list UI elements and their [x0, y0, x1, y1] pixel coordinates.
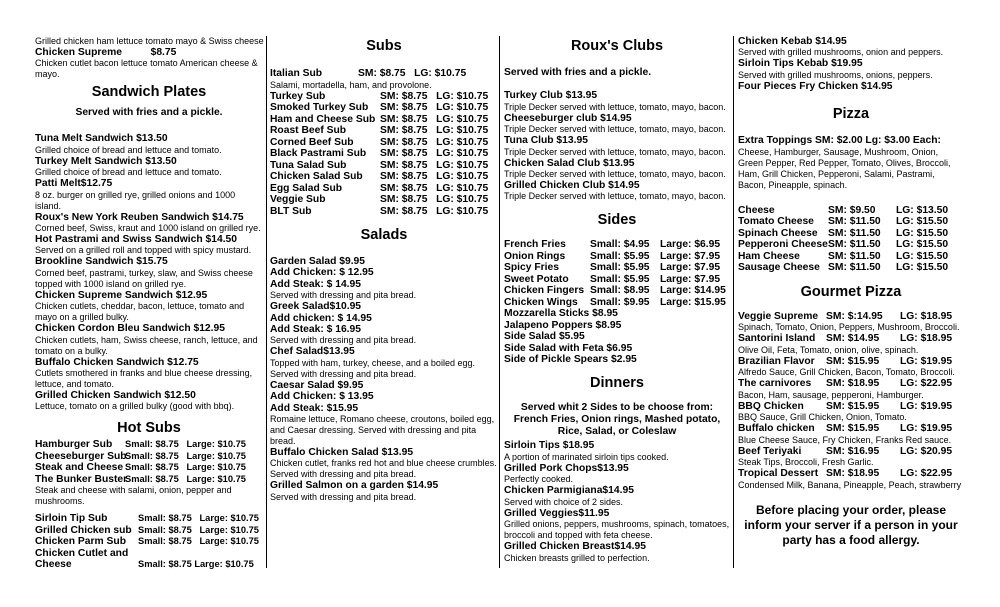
pizza-row: [738, 216, 964, 228]
gourmet-row: [738, 401, 964, 413]
kebab-name: Chicken Kebab $14.95: [738, 36, 847, 47]
salads-title: Salads: [360, 227, 408, 243]
pizza-sm: SM: $11.50: [828, 250, 881, 262]
sandwich-name: Tuna Melt Sandwich $13.50: [35, 133, 168, 145]
pizza-name: Sausage Cheese: [738, 262, 820, 274]
pizza-list: [738, 205, 964, 274]
sub-name: Corned Beef Sub: [270, 136, 354, 148]
sub-name: BLT Sub: [270, 205, 312, 217]
kebab-desc: Served with grilled mushrooms, onions, peppers.: [738, 69, 933, 80]
side-small: Small: $8.95: [590, 285, 650, 297]
hot-sub-row: [35, 439, 263, 451]
gourmet-lg: LG: $19.95: [900, 423, 953, 435]
side-name: Chicken Wings: [504, 296, 578, 308]
hot-sub-name: Steak and Cheese: [35, 462, 124, 474]
chicken-cutlet-name-2: Cheese: [35, 559, 72, 571]
sandwich-plates-title: Sandwich Plates: [91, 84, 207, 101]
club-name: Cheeseburger club $14.95: [504, 112, 632, 124]
extra-toppings-heading: Extra Toppings SM: $2.00 Lg: $3.00 Each:: [738, 135, 941, 147]
side-row: [504, 239, 730, 251]
sandwich-desc: Corned beef, pastrami, turkey, slaw, and Swiss cheese topped with 1000 island on grilled rye.: [35, 267, 253, 289]
side-small: Small: $4.95: [590, 239, 650, 251]
side-row: [504, 262, 730, 274]
bunker-buster-desc: Steak and cheese with salami, onion, pepper and mushrooms.: [35, 485, 232, 507]
carryover-desc: Chicken cutlet bacon lettuce tomato American cheese & mayo.: [35, 58, 258, 80]
gourmet-name: Tropical Dessert: [738, 468, 819, 480]
side-item: Side Salad with Feta $6.95: [504, 342, 633, 354]
hot-sub-row: [35, 536, 263, 548]
hot-sub-prices: Small: $8.75 Large: $10.75: [138, 524, 259, 535]
hot-subs-list-2: [35, 513, 263, 548]
gourmet-name: BBQ Chicken: [738, 400, 804, 412]
gourmet-lg: LG: $22.95: [900, 378, 953, 390]
sandwich-desc: Cutlets smothered in franks and blue cheese dressing, lettuce, and tomato.: [35, 368, 253, 390]
hot-sub-row: [35, 451, 263, 463]
kebab-list: [738, 36, 964, 92]
carryover-desc: Grilled chicken ham lettuce tomato mayo & Swiss cheese: [35, 36, 264, 46]
salad-item: Caesar Salad $9.95: [270, 379, 364, 391]
sides-list: [504, 239, 730, 308]
hot-subs-title: Hot Subs: [117, 420, 181, 437]
gourmet-desc: Blue Cheese Sauce, Fry Chicken, Franks Red sauce.: [738, 434, 952, 445]
side-name: Sweet Potato: [504, 273, 569, 285]
salad-desc: Served with dressing and pita bread.: [270, 491, 417, 502]
pizza-lg: LG: $15.50: [896, 262, 949, 274]
side-large: Large: $6.95: [660, 239, 721, 251]
gourmet-sm: SM: $16.95: [826, 445, 880, 457]
sub-name: Tuna Salad Sub: [270, 159, 347, 171]
carryover-item-name: Chicken Supreme $8.75: [35, 47, 177, 58]
club-desc: Triple Decker served with lettuce, tomato, mayo, bacon.: [504, 191, 726, 202]
sub-prices: SM: $8.75 LG: $10.75: [380, 90, 489, 102]
pizza-lg: LG: $13.50: [896, 204, 949, 216]
top-carryover: [35, 36, 263, 80]
sub-row: [270, 125, 498, 137]
sub-prices: SM: $8.75 LG: $10.75: [380, 182, 489, 194]
gourmet-desc: Condensed Milk, Banana, Pineapple, Peach, strawberry: [738, 479, 962, 490]
gourmet-desc: Steak Tips, Broccoli, Fresh Garlic.: [738, 457, 874, 468]
gourmet-desc: Spinach, Tomato, Onion, Peppers, Mushroom, Broccoli.: [738, 322, 960, 333]
sandwich-desc: Grilled choice of bread and lettuce and tomato.: [35, 144, 222, 155]
pizza-sm: SM: $11.50: [828, 262, 881, 274]
side-item: Side of Pickle Spears $2.95: [504, 354, 637, 366]
dinners-subtitle: Served whit 2 Sides to be choose from: French Fries, Onion rings, Mashed potato, Rice, Salad, or Coleslaw: [513, 402, 721, 438]
gourmet-lg: LG: $18.95: [900, 310, 953, 322]
sandwich-name: Turkey Melt Sandwich $13.50: [35, 155, 177, 167]
column-2: [270, 36, 498, 503]
side-large: Large: $15.95: [660, 296, 726, 308]
club-desc: Triple Decker served with lettuce, tomato, mayo, bacon.: [504, 169, 726, 180]
gourmet-list: [738, 311, 964, 491]
hot-sub-row: [35, 525, 263, 537]
sub-row: [270, 206, 498, 218]
club-desc: Triple Decker served with lettuce, tomato, mayo, bacon.: [504, 101, 726, 112]
pizza-name: Spinach Cheese: [738, 227, 818, 239]
sub-row: [270, 148, 498, 160]
clubs-title: Roux's Clubs: [570, 38, 664, 54]
sub-row: [270, 137, 498, 149]
pizza-name: Tomato Cheese: [738, 216, 814, 228]
sub-row: [270, 171, 498, 183]
sub-row: [270, 160, 498, 172]
gourmet-row: [738, 468, 964, 480]
pizza-name: Pepperoni Cheese: [738, 239, 828, 251]
column-divider-1: [266, 36, 267, 568]
club-name: Chicken Salad Club $13.95: [504, 157, 635, 169]
sandwich-name: Roux's New York Reuben Sandwich $14.75: [35, 211, 244, 223]
kebab-desc: Served with grilled mushrooms, onion and peppers.: [738, 47, 944, 58]
sandwich-name: Chicken Cordon Bleu Sandwich $12.95: [35, 323, 225, 335]
subs-title: Subs: [366, 38, 402, 54]
salad-item: Add Chicken: $ 13.95: [270, 391, 374, 403]
gourmet-name: Brazilian Flavor: [738, 355, 815, 367]
column-divider-3: [733, 36, 734, 568]
gourmet-desc: Alfredo Sauce, Grill Chicken, Bacon, Tomato, Broccoli.: [738, 367, 955, 378]
gourmet-sm: SM: $18.95: [826, 378, 880, 390]
sub-row: [270, 194, 498, 206]
sub-prices: SM: $8.75 LG: $10.75: [380, 171, 489, 182]
club-desc: Triple Decker served with lettuce, tomato, mayo, bacon.: [504, 146, 726, 157]
dinner-desc: Chicken breasts grilled to perfection.: [504, 552, 650, 563]
pizza-name: Ham Cheese: [738, 250, 800, 262]
gourmet-lg: LG: $19.95: [900, 400, 953, 412]
dinner-name: Chicken Parmigiana$14.95: [504, 485, 634, 497]
gourmet-name: Beef Teriyaki: [738, 445, 802, 457]
pizza-lg: LG: $15.50: [896, 227, 949, 239]
sandwich-name: Patti Melt$12.75: [35, 178, 113, 190]
salad-item: Add Steak: $ 16.95: [270, 324, 361, 336]
chicken-cutlet-prices: Small: $8.75 Large: $10.75: [138, 559, 254, 570]
club-name: Tuna Club $13.95: [504, 135, 588, 147]
sub-desc: Salami, mortadella, ham, and provolone.: [270, 79, 432, 90]
sandwich-desc: Lettuce, tomato on a grilled bulky (good with bbq).: [35, 401, 235, 412]
gourmet-row: [738, 378, 964, 390]
side-large: Large: $7.95: [660, 262, 721, 274]
hot-sub-name: Hamburger Sub: [35, 439, 113, 451]
hot-sub-name: Cheeseburger Sub: [35, 450, 127, 462]
salad-desc: Served with dressing and pita bread.: [270, 290, 417, 301]
dinner-name: Grilled Chicken Breast$14.95: [504, 541, 646, 553]
sides-title: Sides: [597, 212, 637, 229]
hot-subs-list: [35, 439, 263, 485]
sub-name: Smoked Turkey Sub: [270, 102, 369, 113]
gourmet-row: [738, 356, 964, 368]
pizza-sm: SM: $9.50: [828, 204, 876, 216]
hot-sub-row: [35, 462, 263, 474]
hot-sub-prices: Small: $8.75 Large: $10.75: [125, 450, 246, 461]
gourmet-row: [738, 446, 964, 458]
side-name: French Fries: [504, 239, 566, 251]
dinners-title: Dinners: [590, 375, 644, 392]
dinner-desc: Served with choice of 2 sides.: [504, 496, 624, 507]
side-row: [504, 297, 730, 309]
sandwich-name: Buffalo Chicken Sandwich $12.75: [35, 356, 199, 368]
side-name: Spicy Fries: [504, 262, 559, 274]
club-name: Grilled Chicken Club $14.95: [504, 180, 640, 192]
gourmet-row: [738, 423, 964, 435]
hot-sub-name: Chicken Parm Sub: [35, 536, 126, 548]
sandwich-desc: Grilled choice of bread and lettuce and tomato.: [35, 167, 222, 178]
pizza-row: [738, 239, 964, 251]
side-row: [504, 251, 730, 263]
club-name: Turkey Club $13.95: [504, 90, 598, 102]
sub-prices: SM: $8.75 LG: $10.75: [380, 125, 489, 136]
pizza-lg: LG: $15.50: [896, 216, 949, 228]
sub-prices: SM: $8.75 LG: $10.75: [380, 159, 489, 171]
club-desc: Triple Decker served with lettuce, tomato, mayo, bacon.: [504, 124, 726, 135]
gourmet-desc: Bacon, Ham, sausage, pepperoni, Hamburger.: [738, 389, 924, 400]
dinner-name: Sirloin Tips $18.95: [504, 440, 595, 452]
clubs-list: [504, 90, 730, 202]
salad-desc: Romaine lettuce, Romano cheese, croutons, boiled egg, and Caesar dressing. Served with dressing and pita bread.: [270, 414, 495, 447]
side-small: Small: $5.95: [590, 250, 650, 262]
gourmet-lg: LG: $20.95: [900, 445, 953, 457]
gourmet-row: [738, 311, 964, 323]
side-small: Small: $5.95: [590, 273, 650, 285]
hot-sub-row: [35, 513, 263, 525]
side-item: Mozzarella Sticks $8.95: [504, 308, 618, 320]
side-large: Large: $7.95: [660, 273, 721, 285]
gourmet-row: [738, 333, 964, 345]
dinner-name: Grilled Pork Chops$13.95: [504, 462, 629, 474]
sub-name: Italian Sub: [270, 68, 323, 79]
gourmet-lg: LG: $19.95: [900, 355, 953, 367]
sub-prices: SM: $8.75 LG: $10.75: [380, 136, 489, 148]
pizza-title: Pizza: [832, 106, 870, 123]
sub-name: Turkey Sub: [270, 90, 326, 102]
side-small: Small: $9.95: [590, 296, 650, 308]
column-1: [35, 36, 263, 571]
pizza-sm: SM: $11.50: [828, 216, 881, 228]
gourmet-lg: LG: $18.95: [900, 333, 953, 345]
hot-sub-prices: Small: $8.75 Large: $10.75: [125, 462, 246, 473]
gourmet-sm: SM: $14.95: [826, 333, 880, 345]
gourmet-desc: BBQ Sauce, Grill Chicken, Onion, Tomato.: [738, 412, 907, 423]
dinners-list: [504, 440, 730, 563]
sandwich-desc: 8 oz. burger on grilled rye, grilled onions and 1000 island.: [35, 189, 236, 211]
hot-sub-name: Sirloin Tip Sub: [35, 513, 108, 525]
pizza-row: [738, 262, 964, 274]
salad-item: Buffalo Chicken Salad $13.95: [270, 447, 414, 459]
hot-sub-prices: Small: $8.75 Large: $10.75: [125, 473, 246, 484]
gourmet-name: The carnivores: [738, 378, 812, 390]
gourmet-pizza-title: Gourmet Pizza: [800, 283, 902, 300]
pizza-lg: LG: $15.50: [896, 250, 949, 262]
sub-name: Chicken Salad Sub: [270, 171, 363, 182]
sub-row: [270, 114, 498, 126]
sub-prices: SM: $8.75 LG: $10.75: [380, 205, 489, 217]
salad-desc: Chicken cutlet, franks red hot and blue cheese crumbles.: [270, 458, 497, 469]
side-large: Large: $14.95: [660, 285, 726, 297]
hot-sub-name: The Bunker Buster: [35, 473, 128, 485]
gourmet-name: Buffalo chicken: [738, 423, 815, 435]
side-large: Large: $7.95: [660, 250, 721, 262]
gourmet-sm: SM: $15.95: [826, 400, 880, 412]
pizza-row: [738, 251, 964, 263]
hot-sub-prices: Small: $8.75 Large: $10.75: [125, 439, 246, 450]
sandwich-name: Grilled Chicken Sandwich $12.50: [35, 390, 196, 402]
gourmet-name: Santorini Island: [738, 333, 816, 345]
salad-item: Greek Salad$10.95: [270, 301, 362, 313]
salad-item: Grilled Salmon on a garden $14.95: [270, 480, 439, 492]
dinner-desc: Perfectly cooked.: [504, 474, 574, 485]
column-3: [504, 36, 730, 564]
sub-name: Egg Salad Sub: [270, 182, 343, 194]
salad-item: Add Chicken: $ 12.95: [270, 267, 374, 279]
side-name: Chicken Fingers: [504, 285, 585, 297]
salads-list: [270, 256, 498, 503]
side-item: Jalapeno Poppers $8.95: [504, 319, 622, 331]
dinner-name: Grilled Veggies$11.95: [504, 507, 610, 519]
sub-row: [270, 91, 498, 103]
hot-sub-prices: Small: $8.75 Large: $10.75: [138, 513, 259, 524]
chicken-cutlet-row: [35, 559, 263, 571]
salad-item: Add chicken: $ 14.95: [270, 312, 372, 324]
gourmet-sm: SM: $15.95: [826, 355, 880, 367]
sub-prices: SM: $8.75 LG: $10.75: [380, 148, 489, 159]
sandwich-name: Chicken Supreme Sandwich $12.95: [35, 289, 208, 301]
column-divider-2: [499, 36, 500, 568]
salad-item: Add Steak: $15.95: [270, 402, 359, 414]
sub-row: [270, 183, 498, 195]
pizza-sm: SM: $11.50: [828, 239, 881, 251]
salad-desc: Served with dressing and pita bread.: [270, 335, 417, 346]
salad-item: Chef Salad$13.95: [270, 346, 355, 358]
sub-name: Veggie Sub: [270, 194, 326, 205]
gourmet-sm: SM: $18.95: [826, 468, 880, 480]
gourmet-sm: SM: $15.95: [826, 423, 880, 435]
pizza-lg: LG: $15.50: [896, 239, 949, 251]
side-row: [504, 285, 730, 297]
dinner-desc: A portion of marinated sirloin tips cooked.: [504, 451, 669, 462]
clubs-subtitle: Served with fries and a pickle.: [504, 67, 652, 78]
side-item: Side Salad $5.95: [504, 331, 585, 343]
sub-row: [270, 102, 498, 114]
sub-row: [270, 68, 498, 80]
sub-name: Black Pastrami Sub: [270, 148, 367, 159]
sandwich-desc: Chicken cutlets, cheddar, bacon, lettuce, tomato and mayo on a grilled bulky.: [35, 301, 245, 323]
sandwich-name: Brookline Sandwich $15.75: [35, 256, 168, 268]
pizza-row: [738, 228, 964, 240]
side-name: Onion Rings: [504, 250, 566, 262]
subs-list: [270, 68, 498, 217]
sub-name: Roast Beef Sub: [270, 125, 347, 136]
kebab-name: Sirloin Tips Kebab $19.95: [738, 58, 863, 70]
sandwich-desc: Corned beef, Swiss, kraut and 1000 island on grilled rye.: [35, 223, 261, 234]
kebab-name: Four Pieces Fry Chicken $14.95: [738, 80, 893, 92]
hot-sub-name: Grilled Chicken sub: [35, 524, 132, 536]
salad-desc: Served with dressing and pita bread.: [270, 469, 417, 480]
sandwich-desc: Chicken cutlets, ham, Swiss cheese, ranch, lettuce, and tomato on a bulky.: [35, 334, 258, 356]
side-row: [504, 274, 730, 286]
sub-prices: SM: $8.75 LG: $10.75: [380, 113, 489, 125]
salad-desc: Served with dressing and pita bread.: [270, 368, 417, 379]
gourmet-name: Veggie Supreme: [738, 310, 819, 322]
hot-sub-row: [35, 474, 263, 486]
gourmet-sm: SM: $:14.95: [826, 310, 883, 322]
sandwich-desc: Served on a grilled roll and topped with spicy mustard.: [35, 245, 252, 256]
dinner-desc: Grilled onions, peppers, mushrooms, spinach, tomatoes, broccoli and topped with feta cheese.: [504, 519, 730, 541]
pizza-sm: SM: $11.50: [828, 227, 881, 239]
salad-item: Add Steak: $ 14.95: [270, 278, 361, 290]
sub-prices: SM: $8.75 LG: $10.75: [358, 68, 467, 79]
salad-desc: Topped with ham, turkey, cheese, and a boiled egg.: [270, 357, 475, 368]
sides-single-list: [504, 308, 730, 365]
sandwich-name: Hot Pastrami and Swiss Sandwich $14.50: [35, 234, 238, 246]
gourmet-desc: Olive Oil, Feta, Tomato, onion, olive, spinach.: [738, 344, 919, 355]
sandwich-plates-subtitle: Served with fries and a pickle.: [75, 107, 223, 119]
gourmet-lg: LG: $22.95: [900, 468, 953, 480]
allergy-note: Before placing your order, please inform your server if a person in your party has a food allergy.: [744, 502, 958, 547]
salad-item: Garden Salad $9.95: [270, 256, 366, 267]
chicken-cutlet-name: Chicken Cutlet and: [35, 547, 129, 559]
column-4: [738, 36, 964, 548]
extra-toppings-list: Cheese, Hamburger, Sausage, Mushroom, Onion, Green Pepper, Red Pepper, Tomato, Olives, Broccoli, Ham, Grill Chicken, Pepperoni, Salami, Pastrami, Bacon, Pineapple, spinach.: [738, 146, 951, 190]
sandwich-list: [35, 133, 263, 412]
pizza-name: Cheese: [738, 204, 775, 216]
sub-prices: SM: $8.75 LG: $10.75: [380, 102, 489, 113]
pizza-row: [738, 205, 964, 217]
sub-prices: SM: $8.75 LG: $10.75: [380, 194, 489, 205]
hot-sub-prices: Small: $8.75 Large: $10.75: [138, 536, 259, 547]
sub-name: Ham and Cheese Sub: [270, 113, 376, 125]
side-small: Small: $5.95: [590, 262, 650, 274]
